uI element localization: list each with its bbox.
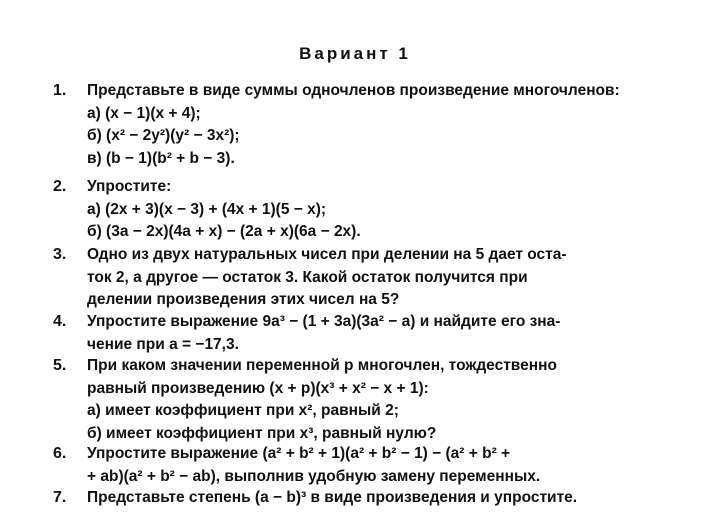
page-title: Вариант 1: [299, 44, 411, 63]
problem-text-line: Упростите выражение 9a³ − (1 + 3a)(3a² − a) и найдите его зна-: [87, 313, 561, 330]
problem-body: [87, 311, 673, 356]
problem-body: [87, 355, 673, 445]
problem-text-line: делении произведения этих чисел на 5?: [87, 291, 400, 308]
problem-5: [53, 355, 673, 445]
problem-text-line: чение при a = −17,3.: [87, 335, 239, 353]
problem-text-line: Представьте в виде суммы одночленов произведение многочленов:: [87, 82, 620, 99]
problem-body: [87, 80, 673, 170]
problem-number: 3.: [53, 246, 67, 263]
problem-text-line: Представьте степень (a − b)³ в виде произведения и упростите.: [87, 489, 578, 506]
problem-number: 5.: [53, 357, 67, 374]
problem-3: [53, 244, 673, 312]
problem-body: [87, 244, 673, 312]
problem-subitem: б) имеет коэффициент при x³, равный нулю?: [87, 424, 437, 442]
problem-6: [53, 443, 673, 488]
problem-4: [53, 311, 673, 356]
problem-body: [87, 443, 673, 488]
problem-2: [53, 176, 673, 244]
problem-number: 2.: [53, 178, 67, 195]
problem-text-line: + ab)(a² + b² − ab), выполнив удобную замену переменных.: [87, 467, 541, 485]
problem-subitem: а) (2x + 3)(x − 3) + (4x + 1)(5 − x);: [87, 200, 327, 218]
problem-number: 1.: [53, 82, 67, 99]
problem-text-line: Одно из двух натуральных чисел при делении на 5 дает оста-: [87, 246, 567, 263]
problem-text-line: равный произведению (x + p)(x³ + x² − x + 1):: [87, 379, 429, 397]
problem-subitem: в) (b − 1)(b² + b − 3).: [87, 149, 235, 167]
problem-number: 6.: [53, 445, 67, 462]
problem-number: 4.: [53, 313, 67, 330]
problem-subitem: а) (x − 1)(x + 4);: [87, 104, 201, 122]
problem-text-line: Упростите:: [87, 178, 172, 195]
problem-subitem: а) имеет коэффициент при x², равный 2;: [87, 402, 399, 419]
problem-number: 7.: [53, 489, 67, 506]
problem-1: [53, 80, 673, 170]
problem-text-line: ток 2, а другое — остаток 3. Какой остаток получится при: [87, 268, 528, 286]
problem-subitem: б) (x² − 2y²)(y² − 3x²);: [87, 127, 240, 144]
problem-body: [87, 176, 673, 244]
problem-body: [87, 487, 673, 510]
problem-text-line: При каком значении переменной p многочлен, тождественно: [87, 357, 557, 374]
problem-text-line: Упростите выражение (a² + b² + 1)(a² + b² − 1) − (a² + b² +: [87, 445, 511, 462]
problem-subitem: б) (3a − 2x)(4a + x) − (2a + x)(6a − 2x).: [87, 223, 361, 240]
problem-7: [53, 487, 673, 510]
